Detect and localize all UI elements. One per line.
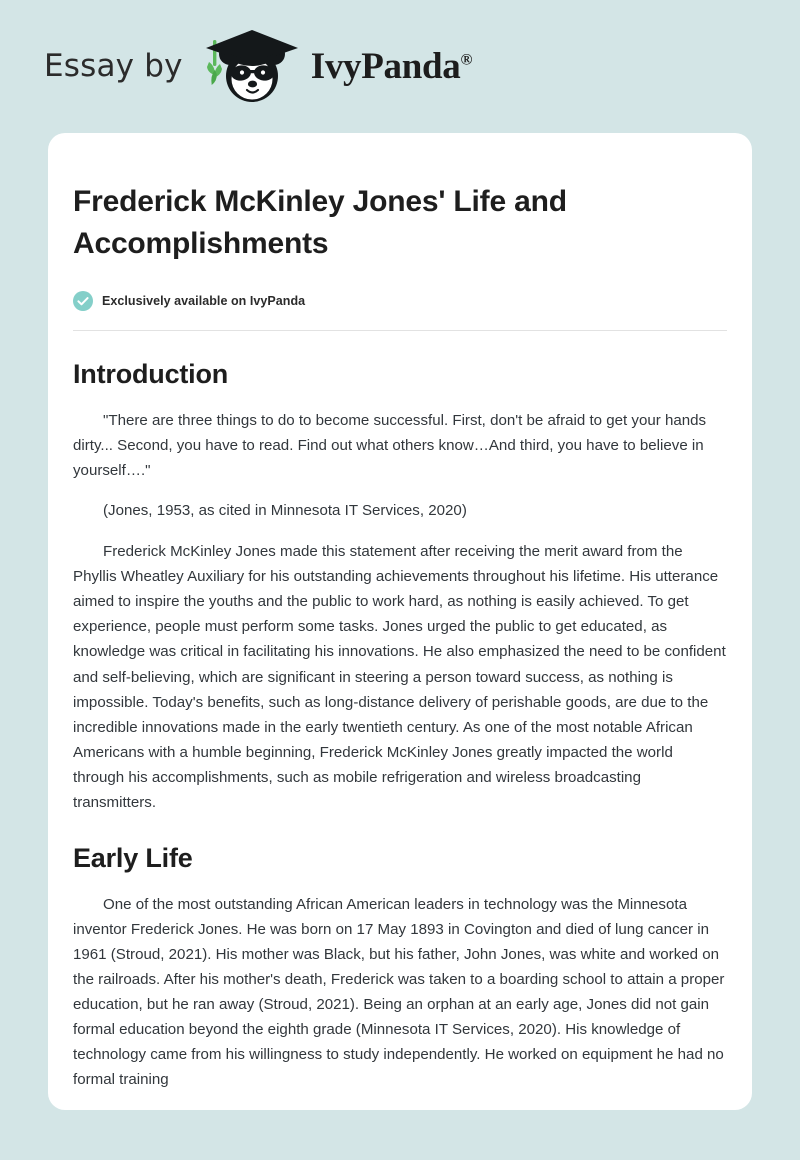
brand-lockup[interactable]	[44, 26, 472, 108]
exclusive-badge-label: Exclusively available on IvyPanda	[102, 294, 306, 308]
title-divider	[73, 330, 727, 331]
brand-wordmark	[311, 48, 472, 85]
essay-card	[48, 133, 752, 1110]
paragraph-citation: (Jones, 1953, as cited in Minnesota IT Services, 2020)	[103, 502, 467, 520]
paragraph-body: Frederick McKinley Jones made this statement after receiving the merit award from the Phyllis Wheatley Auxiliary for his outstanding achievements throughout his lifetime. His utterance aimed to inspire the youths and the public to work hard, as nothing is easily achieved. To get experience, people must perform some tasks. Jones urged the public to get educated, as knowledge was critical in facilitating his innovations. He also emphasized the need to be confident and self-believing, which are significant in steering a person toward success, as nothing is impossible. Today's benefits, such as long-distance delivery of perishable goods, are due to the incredible innovations made in the early twentieth century. As one of the most notable African Americans with a humble beginning, Frederick McKinley Jones greatly impacted the world through his accomplishments, such as mobile refrigeration and wireless broadcasting transmitters.	[73, 543, 726, 811]
exclusive-badge	[73, 291, 727, 311]
essay-by-label: Essay by	[44, 48, 183, 84]
registered-trademark-icon: ®	[460, 51, 473, 69]
check-circle-icon	[73, 291, 93, 311]
paragraph-quote: "There are three things to do to become successful. First, don't be afraid to get your hands dirty... Second, you have to read. Find out what others know…And third, you have to believe in yourself…."	[73, 412, 707, 480]
section-heading-introduction: Introduction	[73, 359, 229, 389]
section-heading-early-life: Early Life	[73, 842, 193, 873]
brand-name-text: IvyPanda	[310, 46, 461, 87]
essay-content	[73, 181, 727, 1092]
panda-graduate-logo-icon	[197, 26, 301, 108]
site-header	[0, 0, 800, 133]
paragraph-body: One of the most outstanding African American leaders in technology was the Minnesota inventor Frederick Jones. He was born on 17 May 1893 in Covington and died of lung cancer in 1961 (Stroud, 2021). His mother was Black, but his father, John Jones, was white and worked on the railroads. After his mother's death, Frederick was taken to a boarding school to attain a proper education, but he ran away (Stroud, 2021). Being an orphan at an early age, Jones did not gain formal education beyond the eighth grade (Minnesota IT Services, 2020). His knowledge of technology came from his willingness to study independently. He worked on equipment he had no formal training	[73, 895, 725, 1089]
page-title: Frederick McKinley Jones' Life and Accomplishments	[73, 185, 567, 260]
